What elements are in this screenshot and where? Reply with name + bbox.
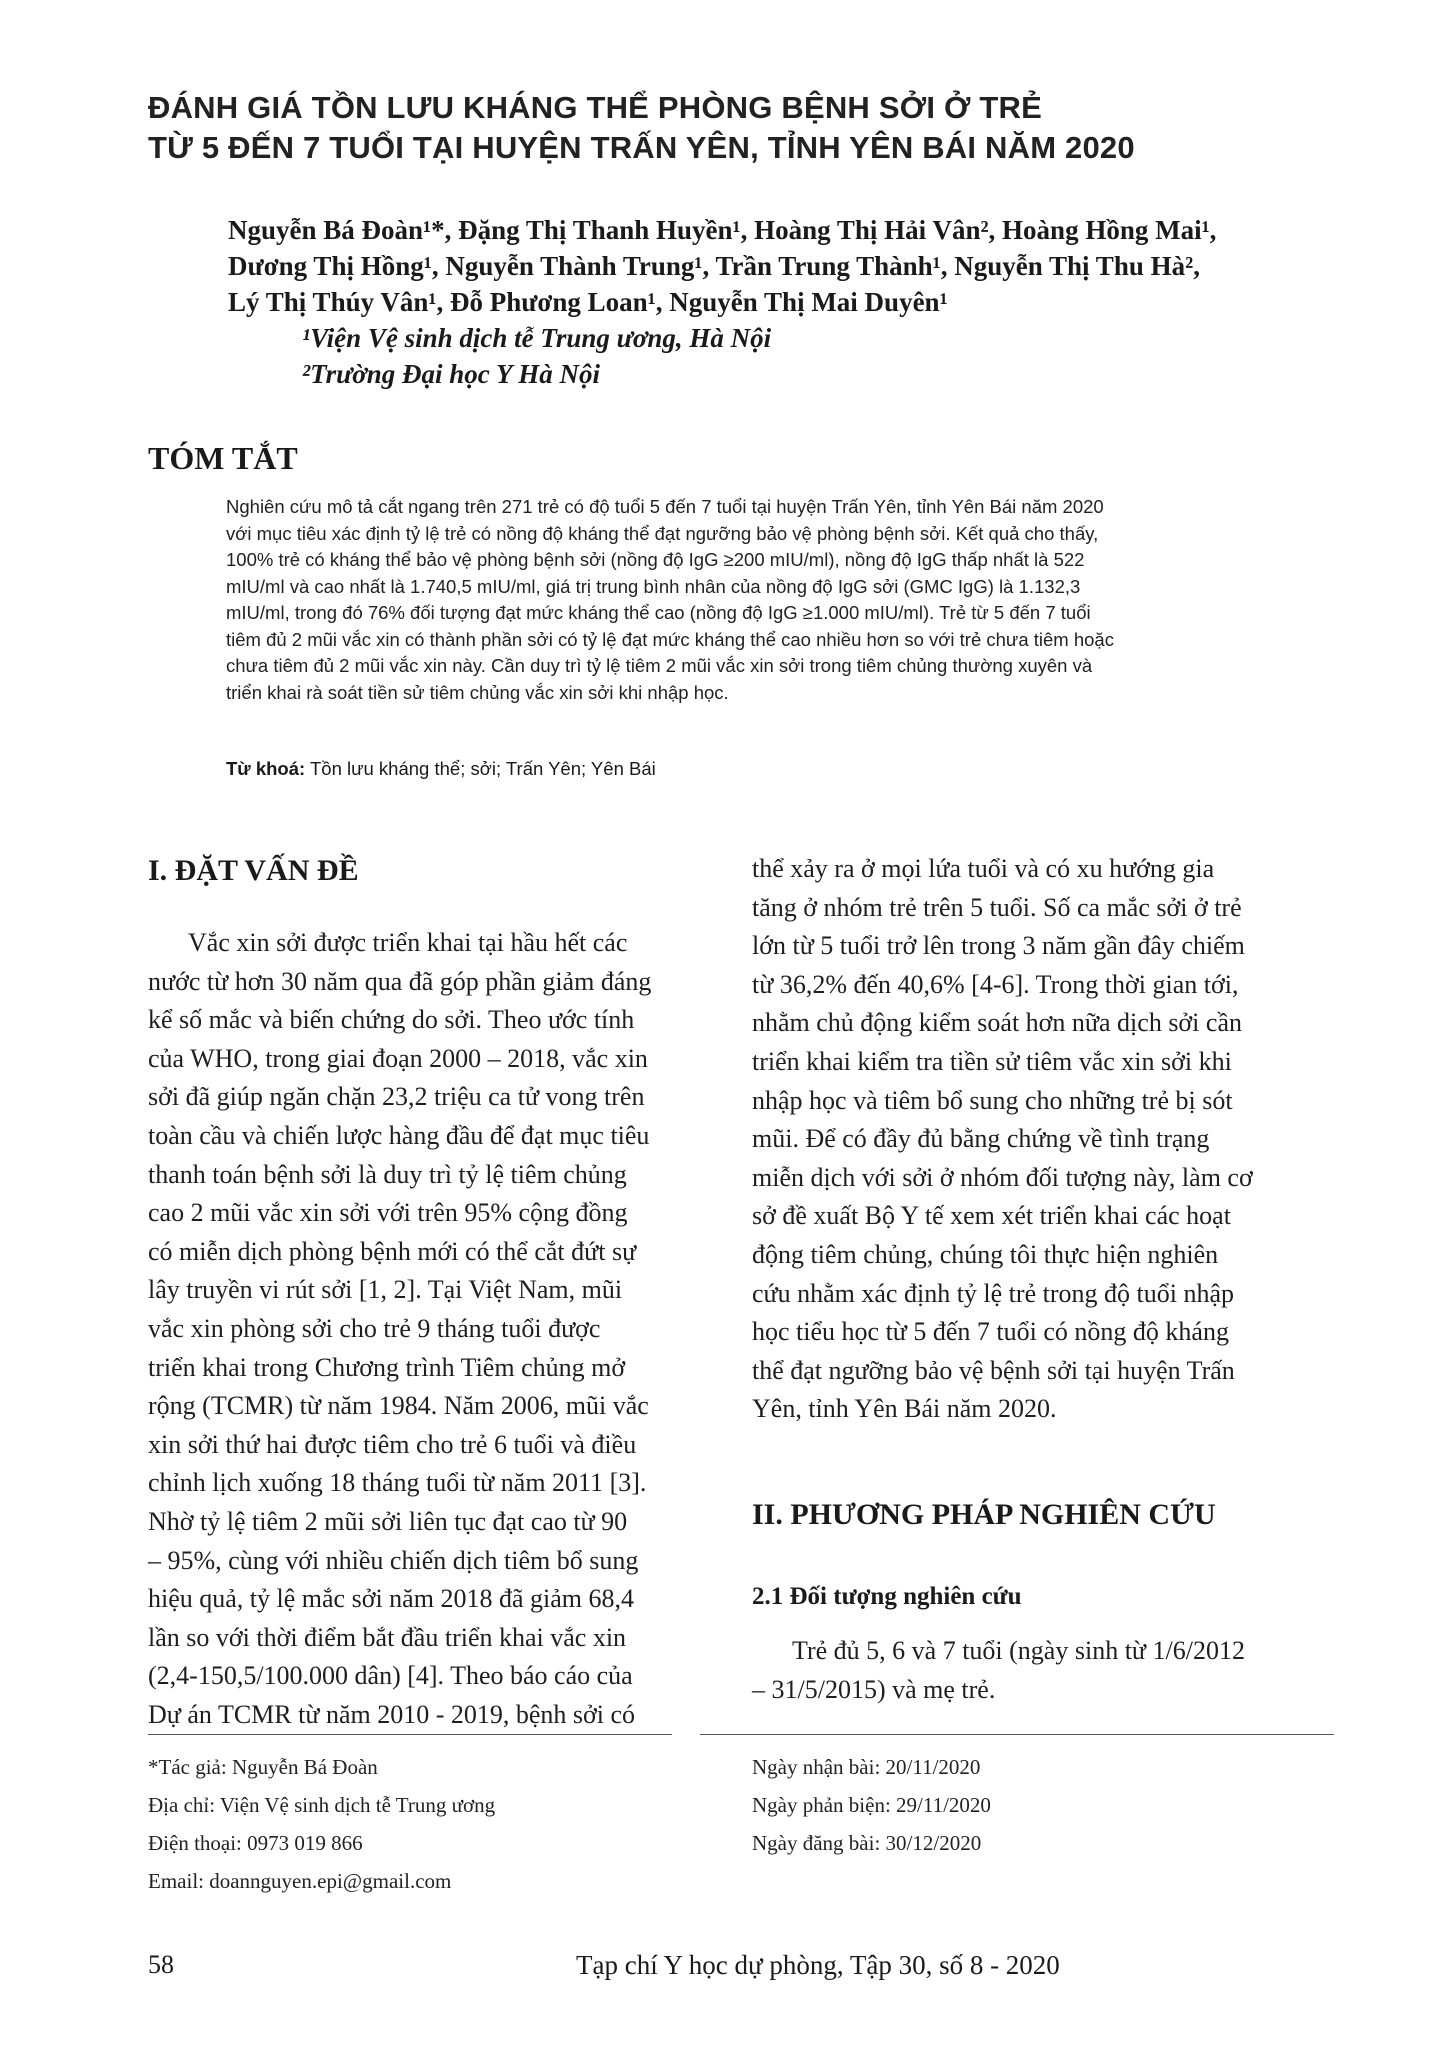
title-line-2: TỪ 5 ĐẾN 7 TUỔI TẠI HUYỆN TRẤN YÊN, TỈNH YÊN BÁI NĂM 2020 — [148, 130, 1135, 165]
body-line: (2,4-150,5/100.000 dân) [4]. Theo báo cáo của — [148, 1661, 633, 1691]
author-contact-footnote — [148, 1748, 495, 1900]
body-line: thể đạt ngưỡng bảo vệ bệnh sởi tại huyện Trấn — [752, 1355, 1235, 1385]
affiliation-1: ¹Viện Vệ sinh dịch tễ Trung ương, Hà Nội — [302, 323, 772, 353]
author-address: Địa chỉ: Viện Vệ sinh dịch tễ Trung ương — [148, 1793, 496, 1817]
body-line: kể số mắc và biến chứng do sởi. Theo ước tính — [148, 1005, 635, 1035]
article-dates-footnote — [752, 1748, 991, 1862]
footnote-divider-left — [148, 1734, 672, 1735]
author-phone: Điện thoại: 0973 019 866 — [148, 1831, 363, 1855]
body-line: lớn từ 5 tuổi trở lên trong 3 năm gần đây chiếm — [752, 931, 1245, 961]
keywords-label: Từ khoá: — [226, 758, 306, 779]
article-title — [148, 88, 1328, 168]
subsection-heading-subjects: 2.1 Đối tượng nghiên cứu — [752, 1583, 1022, 1610]
body-line: nhằm chủ động kiểm soát hơn nữa dịch sởi cần — [752, 1008, 1242, 1038]
abstract-line: chưa tiêm đủ 2 mũi vắc xin này. Cần duy trì tỷ lệ tiêm 2 mũi vắc xin sởi trong tiêm chủng thường xuyên và — [226, 655, 1093, 676]
footnote-divider-right — [700, 1734, 1334, 1735]
abstract-line: Nghiên cứu mô tả cắt ngang trên 271 trẻ có độ tuổi 5 đến 7 tuổi tại huyện Trấn Yên, tỉnh Yên Bái năm 2020 — [226, 496, 1104, 517]
body-line: lần so với thời điểm bắt đầu triển khai vắc xin — [148, 1622, 627, 1652]
abstract-line: với mục tiêu xác định tỷ lệ trẻ có nồng độ kháng thể đạt ngưỡng bảo vệ phòng bệnh sởi. Kết quả cho thấy, — [226, 522, 1099, 544]
body-line: mũi. Để có đầy đủ bằng chứng về tình trạng — [752, 1124, 1210, 1154]
corresponding-author: *Tác giả: Nguyễn Bá Đoàn — [148, 1755, 378, 1779]
date-published: Ngày đăng bài: 30/12/2020 — [752, 1831, 982, 1855]
body-line: – 31/5/2015) và mẹ trẻ. — [752, 1674, 996, 1704]
abstract-heading: TÓM TẮT — [148, 440, 298, 476]
body-line: rộng (TCMR) từ năm 1984. Năm 2006, mũi vắc — [148, 1391, 649, 1421]
date-received: Ngày nhận bài: 20/11/2020 — [752, 1755, 981, 1779]
body-line: – 95%, cùng với nhiều chiến dịch tiêm bổ sung — [148, 1545, 639, 1575]
page-number: 58 — [148, 1950, 174, 1979]
body-line: Yên, tỉnh Yên Bái năm 2020. — [752, 1394, 1057, 1424]
body-line: động tiêm chủng, chúng tôi thực hiện nghiên — [752, 1239, 1219, 1269]
affiliation-2: ²Trường Đại học Y Hà Nội — [302, 359, 601, 389]
section-heading-methods: II. PHƯƠNG PHÁP NGHIÊN CỨU — [752, 1498, 1216, 1531]
body-line: thanh toán bệnh sởi là duy trì tỷ lệ tiêm chủng — [148, 1159, 627, 1189]
abstract-line: mIU/ml, trong đó 76% đối tượng đạt mức kháng thể cao (nồng độ IgG ≥1.000 mIU/ml). Trẻ từ 5 đến 7 tuổi — [226, 602, 1091, 623]
section-heading-intro: I. ĐẶT VẤN ĐỀ — [148, 854, 359, 887]
date-reviewed: Ngày phản biện: 29/11/2020 — [752, 1793, 991, 1817]
methods-column — [752, 1632, 1332, 1709]
body-line: nước từ hơn 30 năm qua đã góp phần giảm đáng — [148, 966, 652, 996]
body-line: cứu nhằm xác định tỷ lệ trẻ trong độ tuổi nhập — [752, 1278, 1234, 1308]
body-line: có miễn dịch phòng bệnh mới có thể cắt đứt sự — [148, 1236, 637, 1266]
abstract-body — [226, 494, 1326, 706]
affiliations — [302, 320, 1202, 392]
author-line-1: Nguyễn Bá Đoàn¹*, Đặng Thị Thanh Huyền¹, Hoàng Thị Hải Vân², Hoàng Hồng Mai¹, — [228, 215, 1217, 245]
body-line: học tiểu học từ 5 đến 7 tuổi có nồng độ kháng — [752, 1317, 1229, 1347]
abstract-line: 100% trẻ có kháng thể bảo vệ phòng bệnh sởi (nồng độ IgG ≥200 mIU/ml), nồng độ IgG thấp nhất là 522 — [226, 549, 1085, 570]
journal-citation: Tạp chí Y học dự phòng, Tập 30, số 8 - 2020 — [576, 1950, 1060, 1980]
title-line-1: ĐÁNH GIÁ TỒN LƯU KHÁNG THỂ PHÒNG BỆNH SỞI Ở TRẺ — [148, 90, 1043, 125]
body-line: Vắc xin sởi được triển khai tại hầu hết các — [188, 928, 628, 957]
body-line: Trẻ đủ 5, 6 và 7 tuổi (ngày sinh từ 1/6/2012 — [792, 1636, 1245, 1665]
body-line: sở đề xuất Bộ Y tế xem xét triển khai các hoạt — [752, 1201, 1231, 1231]
author-line-2: Dương Thị Hồng¹, Nguyễn Thành Trung¹, Trần Trung Thành¹, Nguyễn Thị Thu Hà², — [228, 251, 1200, 281]
body-line: triển khai trong Chương trình Tiêm chủng mở — [148, 1352, 626, 1382]
body-line: cao 2 mũi vắc xin sởi với trên 95% cộng đồng — [148, 1198, 628, 1228]
body-line: lây truyền vi rút sởi [1, 2]. Tại Việt Nam, mũi — [148, 1275, 623, 1305]
body-line: nhập học và tiêm bổ sung cho những trẻ bị sót — [752, 1085, 1233, 1115]
author-line-3: Lý Thị Thúy Vân¹, Đỗ Phương Loan¹, Nguyễn Thị Mai Duyên¹ — [228, 287, 948, 317]
intro-left-column — [148, 924, 738, 1734]
body-line: từ 36,2% đến 40,6% [4-6]. Trong thời gian tới, — [752, 969, 1239, 999]
intro-right-column — [752, 850, 1332, 1429]
body-line: tăng ở nhóm trẻ trên 5 tuổi. Số ca mắc sởi ở trẻ — [752, 892, 1242, 922]
body-line: toàn cầu và chiến lược hàng đầu để đạt mục tiêu — [148, 1120, 650, 1150]
body-line: Dự án TCMR từ năm 2010 - 2019, bệnh sởi có — [148, 1699, 636, 1729]
body-line: vắc xin phòng sởi cho trẻ 9 tháng tuổi được — [148, 1313, 601, 1343]
body-line: của WHO, trong giai đoạn 2000 – 2018, vắc xin — [148, 1043, 648, 1073]
body-line: miễn dịch với sởi ở nhóm đối tượng này, làm cơ — [752, 1162, 1253, 1192]
keywords-text: Tồn lưu kháng thể; sởi; Trấn Yên; Yên Bái — [305, 758, 656, 779]
body-line: chỉnh lịch xuống 18 tháng tuổi từ năm 2011 [3]. — [148, 1468, 647, 1498]
author-email: Email: doannguyen.epi@gmail.com — [148, 1869, 452, 1893]
body-line: Nhờ tỷ lệ tiêm 2 mũi sởi liên tục đạt cao từ 90 — [148, 1506, 628, 1536]
abstract-line: tiêm đủ 2 mũi vắc xin có thành phần sởi có tỷ lệ đạt mức kháng thể cao nhiều hơn so với trẻ chưa tiêm hoặc — [226, 628, 1114, 650]
body-line: xin sởi thứ hai được tiêm cho trẻ 6 tuổi và điều — [148, 1429, 637, 1459]
author-list — [228, 212, 1338, 320]
abstract-line: triển khai rà soát tiền sử tiêm chủng vắc xin sởi khi nhập học. — [226, 681, 729, 703]
body-line: triển khai kiểm tra tiền sử tiêm vắc xin sởi khi — [752, 1046, 1232, 1076]
abstract-line: mIU/ml và cao nhất là 1.740,5 mIU/ml, giá trị trung bình nhân của nồng độ IgG sởi (GMC IgG) là 1.132,3 — [226, 575, 1081, 597]
keywords — [226, 756, 1326, 782]
body-line: thể xảy ra ở mọi lứa tuổi và có xu hướng gia — [752, 854, 1215, 883]
body-line: sởi đã giúp ngăn chặn 23,2 triệu ca tử vong trên — [148, 1082, 645, 1112]
body-line: hiệu quả, tỷ lệ mắc sởi năm 2018 đã giảm 68,4 — [148, 1584, 634, 1614]
